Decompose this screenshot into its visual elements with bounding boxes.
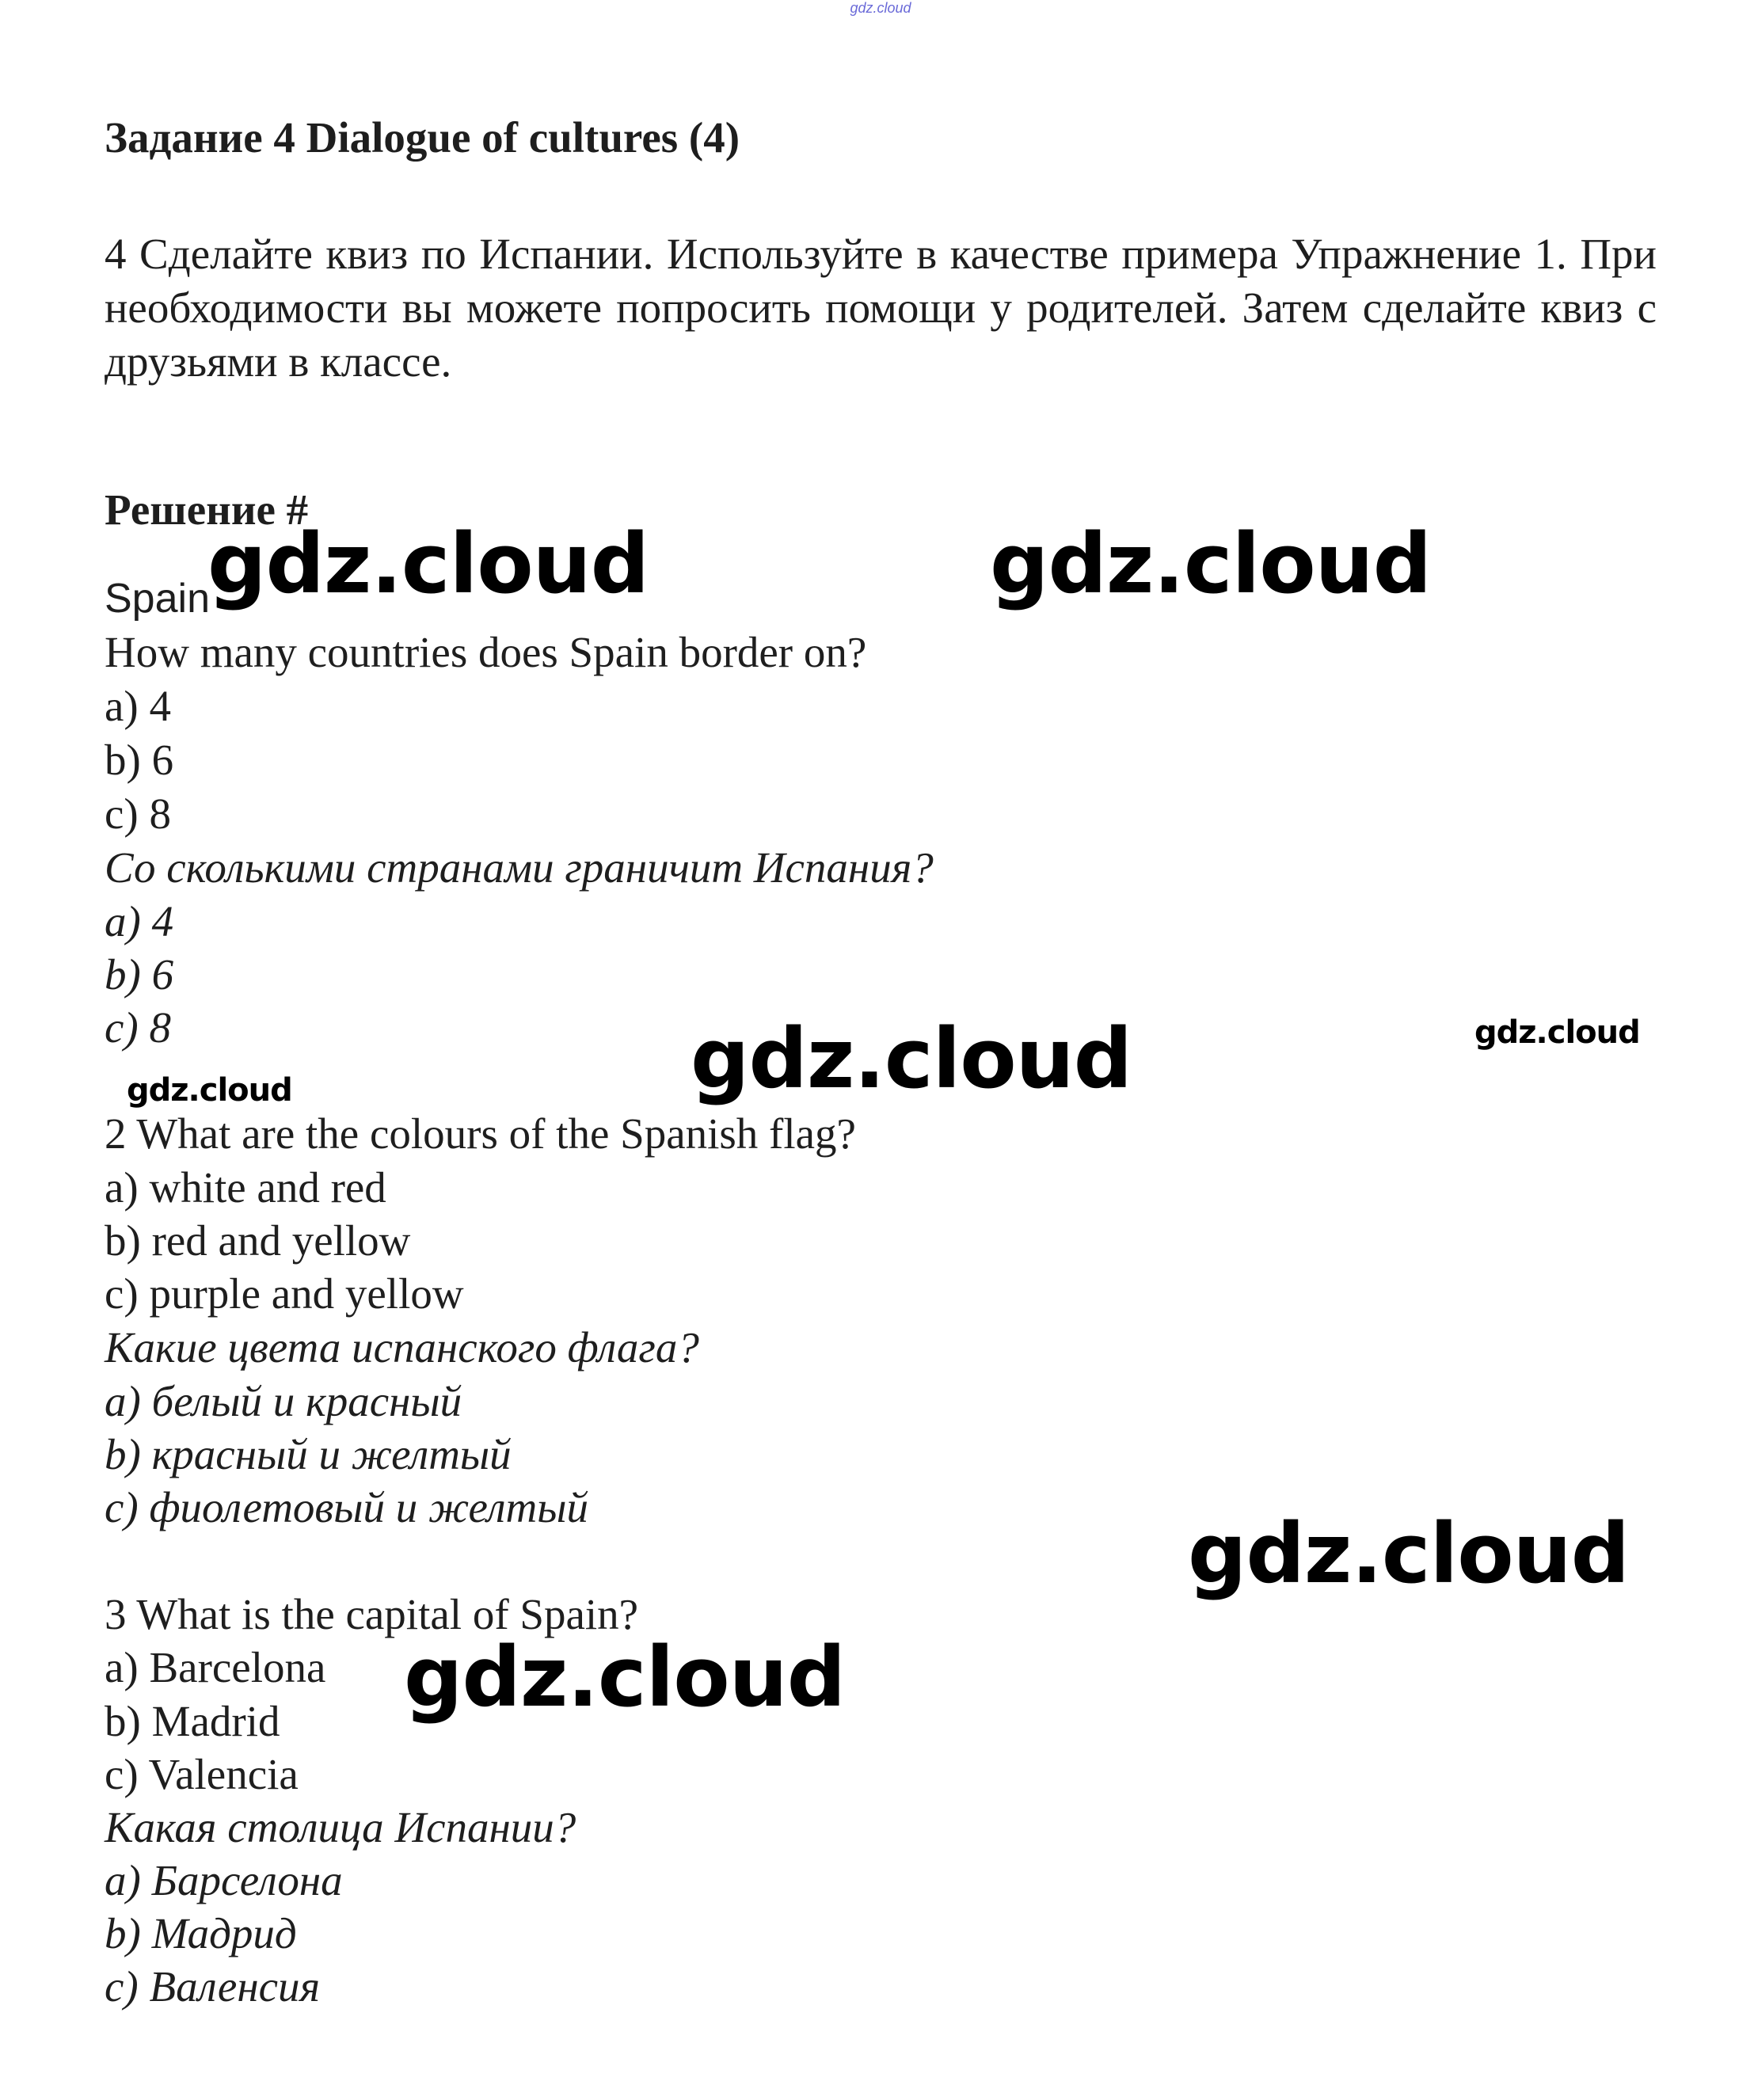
q3-option-c: c) Valencia <box>105 1750 299 1798</box>
q3-option-a: a) Barcelona <box>105 1643 326 1691</box>
q3-question-ru: Какая столица Испании? <box>105 1803 576 1851</box>
quiz-title: Spain <box>105 576 210 622</box>
q3-option-b-ru: b) Мадрид <box>105 1909 297 1957</box>
watermark-logo: gdz.cloud <box>404 1629 846 1725</box>
header-watermark: gdz.cloud <box>850 0 911 16</box>
q2-question: 2 What are the colours of the Spanish flag? <box>105 1109 856 1158</box>
q2-question-ru: Какие цвета испанского флага? <box>105 1323 699 1371</box>
q1-option-b-ru: b) 6 <box>105 950 174 999</box>
watermark-logo: gdz.cloud <box>990 515 1432 612</box>
q2-option-a: a) white and red <box>105 1163 386 1212</box>
q3-option-b: b) Madrid <box>105 1697 280 1745</box>
q1-option-c-ru: c) 8 <box>105 1003 171 1052</box>
q3-question: 3 What is the capital of Spain? <box>105 1590 639 1638</box>
watermark-logo: gdz.cloud <box>207 515 649 612</box>
q2-option-c: c) purple and yellow <box>105 1269 464 1318</box>
task-title: Задание 4 Dialogue of cultures (4) <box>105 113 740 162</box>
q2-option-b: b) red and yellow <box>105 1216 411 1265</box>
q2-option-c-ru: c) фиолетовый и желтый <box>105 1483 588 1531</box>
q1-option-b: b) 6 <box>105 736 174 784</box>
q1-option-c: c) 8 <box>105 789 171 838</box>
q1-option-a: a) 4 <box>105 682 171 730</box>
watermark-logo: gdz.cloud <box>1188 1505 1630 1602</box>
q2-option-a-ru: a) белый и красный <box>105 1377 462 1425</box>
q3-option-a-ru: a) Барселона <box>105 1856 343 1904</box>
q1-question-ru: Со сколькими странами граничит Испания? <box>105 843 934 892</box>
q3-option-c-ru: c) Валенсия <box>105 1962 321 2011</box>
watermark-logo: gdz.cloud <box>691 1010 1132 1107</box>
q1-option-a-ru: a) 4 <box>105 897 174 945</box>
solution-label: Решение # <box>105 485 309 534</box>
q1-question: How many countries does Spain border on? <box>105 628 867 676</box>
q2-option-b-ru: b) красный и желтый <box>105 1430 512 1478</box>
watermark-logo: gdz.cloud <box>1474 1014 1640 1051</box>
task-text: 4 Сделайте квиз по Испании. Используйте в качестве примера Упражнение 1. При необходимости вы можете попросить помощи у родителей. Затем сделайте квиз с друзьями в классе. <box>105 230 1657 386</box>
watermark-logo: gdz.cloud <box>127 1072 292 1109</box>
